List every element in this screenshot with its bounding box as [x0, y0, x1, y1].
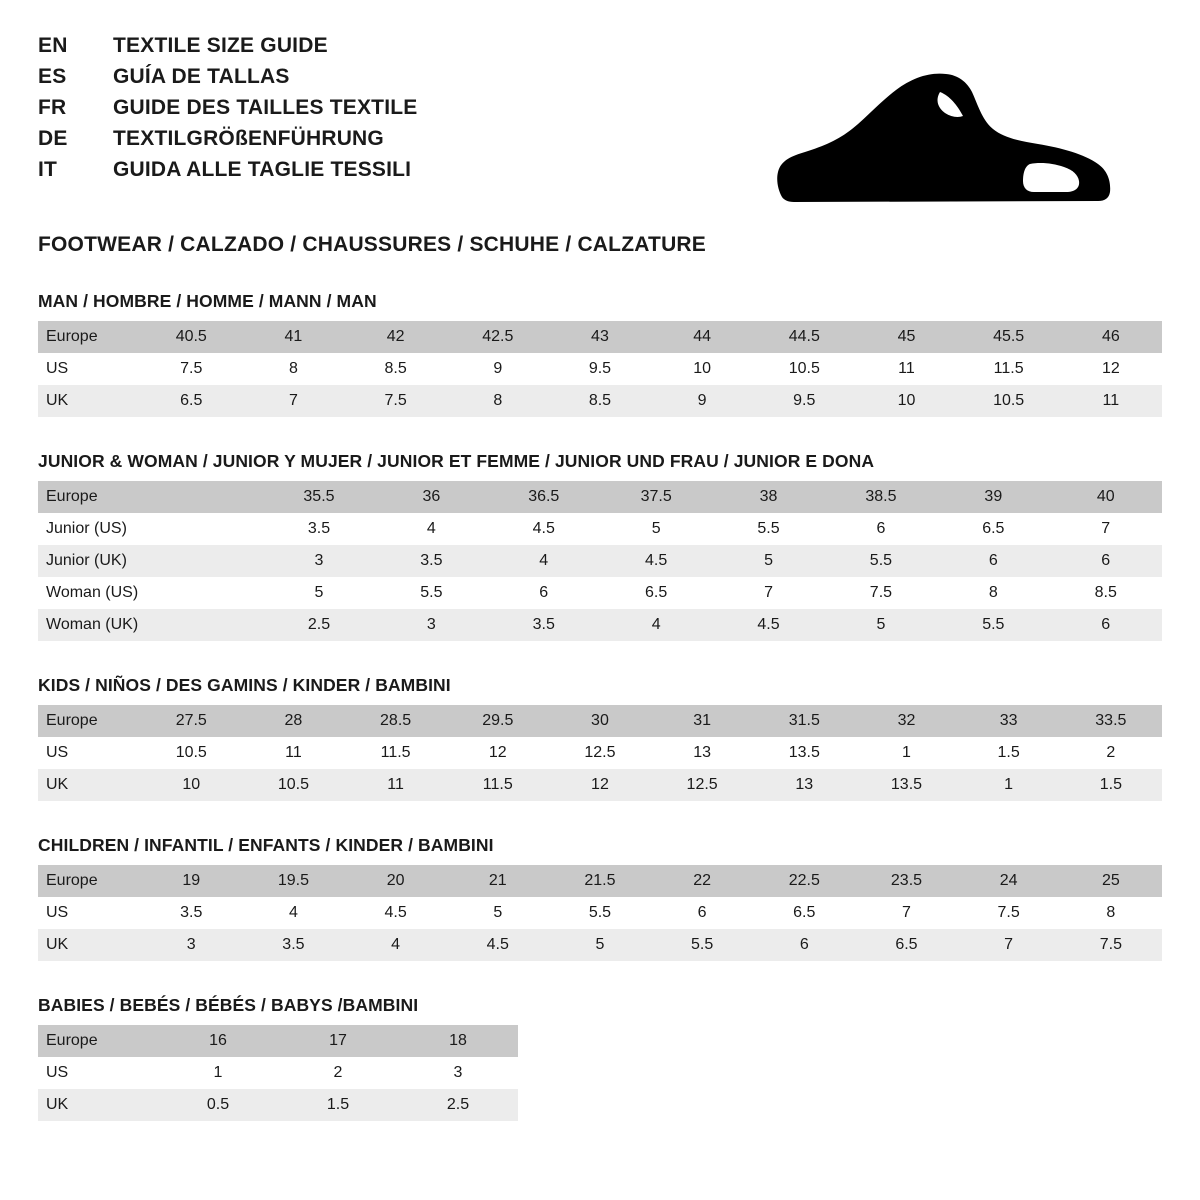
- table-row: [38, 865, 1162, 897]
- section-title: JUNIOR & WOMAN / JUNIOR Y MUJER / JUNIOR ET FEMME / JUNIOR UND FRAU / JUNIOR E DONA: [38, 451, 875, 471]
- table-cell: 8: [447, 385, 549, 417]
- table-cell: 31: [651, 705, 753, 737]
- table-cell: 3.5: [375, 545, 487, 577]
- table-cell: 13.5: [753, 737, 855, 769]
- table-cell: 13.5: [855, 769, 957, 801]
- table-row: [38, 769, 1162, 801]
- language-row: [38, 65, 417, 89]
- table-cell: 8.5: [549, 385, 651, 417]
- dress-shoe-icon: [762, 72, 1122, 207]
- table-cell: 17: [278, 1025, 398, 1057]
- table-cell: 37.5: [600, 481, 712, 513]
- language-code: EN: [38, 34, 68, 57]
- language-code: IT: [38, 158, 58, 181]
- table-cell: [150, 513, 262, 545]
- table-cell: 5.5: [549, 897, 651, 929]
- table-cell: 7: [1050, 513, 1162, 545]
- table-cell: 2: [1060, 737, 1162, 769]
- table-cell: 7: [242, 385, 344, 417]
- table-cell: 6: [1050, 545, 1162, 577]
- table-cell: 3: [263, 545, 375, 577]
- table-cell: 32: [855, 705, 957, 737]
- table-cell: 1.5: [1060, 769, 1162, 801]
- table-cell: 21: [447, 865, 549, 897]
- table-cell: 19: [140, 865, 242, 897]
- table-cell: 5.5: [825, 545, 937, 577]
- table-cell: 31.5: [753, 705, 855, 737]
- table-row: [38, 1089, 518, 1121]
- size-table-man: [38, 321, 1162, 417]
- table-cell: 11.5: [345, 737, 447, 769]
- table-cell: 44: [651, 321, 753, 353]
- table-cell: 12.5: [549, 737, 651, 769]
- language-title: GUIDE DES TAILLES TEXTILE: [113, 96, 418, 119]
- table-cell: 2.5: [398, 1089, 518, 1121]
- table-row: [38, 513, 1162, 545]
- table-cell: 3.5: [263, 513, 375, 545]
- table-cell: 11: [242, 737, 344, 769]
- table-cell: 6.5: [600, 577, 712, 609]
- table-cell: 33.5: [1060, 705, 1162, 737]
- language-row: [38, 96, 417, 120]
- table-cell: 8.5: [345, 353, 447, 385]
- table-cell: 5.5: [712, 513, 824, 545]
- language-title: TEXTILE SIZE GUIDE: [113, 34, 328, 57]
- row-label: Europe: [38, 705, 140, 737]
- language-code: DE: [38, 127, 68, 150]
- row-label: UK: [38, 769, 140, 801]
- language-title: TEXTILGRÖßENFÜHRUNG: [113, 127, 384, 150]
- table-cell: 45: [855, 321, 957, 353]
- table-cell: 11: [345, 769, 447, 801]
- table-row: [38, 1025, 518, 1057]
- row-label: Woman (UK): [38, 609, 150, 641]
- table-cell: 27.5: [140, 705, 242, 737]
- table-cell: 1: [958, 769, 1060, 801]
- table-cell: 5: [263, 577, 375, 609]
- table-cell: 12.5: [651, 769, 753, 801]
- table-cell: 10.5: [242, 769, 344, 801]
- language-title: GUIDA ALLE TAGLIE TESSILI: [113, 158, 412, 181]
- table-cell: 4: [488, 545, 600, 577]
- table-cell: 4: [242, 897, 344, 929]
- table-row: [38, 737, 1162, 769]
- table-cell: 9: [447, 353, 549, 385]
- table-cell: 6: [937, 545, 1049, 577]
- table-cell: [150, 481, 262, 513]
- table-cell: 5: [600, 513, 712, 545]
- table-cell: 44.5: [753, 321, 855, 353]
- table-cell: 9: [651, 385, 753, 417]
- table-cell: 2.5: [263, 609, 375, 641]
- row-label: US: [38, 353, 140, 385]
- table-cell: 19.5: [242, 865, 344, 897]
- table-cell: 22.5: [753, 865, 855, 897]
- row-label: UK: [38, 929, 140, 961]
- table-cell: 8: [937, 577, 1049, 609]
- table-cell: 6.5: [937, 513, 1049, 545]
- table-cell: 5: [712, 545, 824, 577]
- table-row: [38, 577, 1162, 609]
- table-cell: 4.5: [600, 545, 712, 577]
- table-cell: 1: [855, 737, 957, 769]
- size-table-junior-woman: [38, 481, 1162, 641]
- table-cell: 22: [651, 865, 753, 897]
- table-cell: 10.5: [958, 385, 1060, 417]
- table-cell: 20: [345, 865, 447, 897]
- table-cell: 3: [140, 929, 242, 961]
- table-cell: 10.5: [140, 737, 242, 769]
- table-cell: 28.5: [345, 705, 447, 737]
- table-row: [38, 609, 1162, 641]
- table-cell: 4.5: [488, 513, 600, 545]
- table-cell: 10.5: [753, 353, 855, 385]
- table-row: [38, 385, 1162, 417]
- language-title-list: [38, 34, 417, 189]
- table-row: [38, 353, 1162, 385]
- table-cell: 3.5: [140, 897, 242, 929]
- row-label: US: [38, 897, 140, 929]
- row-label: Junior (US): [38, 513, 150, 545]
- row-label: Europe: [38, 865, 140, 897]
- table-cell: 11.5: [447, 769, 549, 801]
- table-cell: 24: [958, 865, 1060, 897]
- language-row: [38, 127, 417, 151]
- table-cell: 12: [447, 737, 549, 769]
- table-cell: 25: [1060, 865, 1162, 897]
- table-cell: 5: [447, 897, 549, 929]
- language-code: FR: [38, 96, 67, 119]
- table-cell: 16: [158, 1025, 278, 1057]
- table-row: [38, 545, 1162, 577]
- table-cell: 46: [1060, 321, 1162, 353]
- table-cell: [150, 577, 262, 609]
- table-cell: 11: [855, 353, 957, 385]
- table-cell: 8: [1060, 897, 1162, 929]
- row-label: Europe: [38, 481, 150, 513]
- table-cell: 4.5: [712, 609, 824, 641]
- row-label: UK: [38, 1089, 158, 1121]
- row-label: UK: [38, 385, 140, 417]
- section-title: MAN / HOMBRE / HOMME / MANN / MAN: [38, 291, 377, 311]
- table-row: [38, 481, 1162, 513]
- page-header: [38, 34, 1162, 207]
- section-babies: [38, 995, 1162, 1121]
- section-man: [38, 291, 1162, 417]
- table-cell: 8.5: [1050, 577, 1162, 609]
- table-cell: 10: [140, 769, 242, 801]
- section-title: KIDS / NIÑOS / DES GAMINS / KINDER / BAMBINI: [38, 675, 451, 695]
- table-cell: 5: [825, 609, 937, 641]
- table-cell: 7: [958, 929, 1060, 961]
- table-cell: 7.5: [1060, 929, 1162, 961]
- category-title: FOOTWEAR / CALZADO / CHAUSSURES / SCHUHE / CALZATURE: [38, 233, 707, 256]
- table-cell: 3: [398, 1057, 518, 1089]
- language-row: [38, 34, 417, 58]
- row-label: US: [38, 1057, 158, 1089]
- table-cell: 1.5: [958, 737, 1060, 769]
- table-cell: 6: [488, 577, 600, 609]
- table-cell: 4.5: [447, 929, 549, 961]
- table-row: [38, 321, 1162, 353]
- language-row: [38, 158, 417, 182]
- table-cell: 6: [1050, 609, 1162, 641]
- table-cell: 43: [549, 321, 651, 353]
- table-row: [38, 705, 1162, 737]
- table-cell: 40: [1050, 481, 1162, 513]
- table-cell: 41: [242, 321, 344, 353]
- table-cell: 8: [242, 353, 344, 385]
- table-cell: 1: [158, 1057, 278, 1089]
- table-cell: 30: [549, 705, 651, 737]
- table-cell: 13: [651, 737, 753, 769]
- table-cell: 7.5: [345, 385, 447, 417]
- table-cell: 38: [712, 481, 824, 513]
- row-label: US: [38, 737, 140, 769]
- table-cell: 12: [549, 769, 651, 801]
- table-cell: 6.5: [140, 385, 242, 417]
- table-cell: 5.5: [651, 929, 753, 961]
- table-cell: 11.5: [958, 353, 1060, 385]
- table-cell: 38.5: [825, 481, 937, 513]
- table-cell: 21.5: [549, 865, 651, 897]
- table-cell: 36.5: [488, 481, 600, 513]
- table-cell: 45.5: [958, 321, 1060, 353]
- table-cell: 9.5: [753, 385, 855, 417]
- table-cell: 23.5: [855, 865, 957, 897]
- row-label: Woman (US): [38, 577, 150, 609]
- table-row: [38, 929, 1162, 961]
- size-table-kids: [38, 705, 1162, 801]
- table-cell: 5.5: [937, 609, 1049, 641]
- table-cell: 42.5: [447, 321, 549, 353]
- row-label: Junior (UK): [38, 545, 150, 577]
- table-cell: 7: [712, 577, 824, 609]
- table-cell: 4: [600, 609, 712, 641]
- table-cell: 2: [278, 1057, 398, 1089]
- table-cell: 1.5: [278, 1089, 398, 1121]
- table-cell: 6: [825, 513, 937, 545]
- table-cell: 0.5: [158, 1089, 278, 1121]
- table-cell: 6.5: [855, 929, 957, 961]
- table-cell: [150, 545, 262, 577]
- table-cell: 6.5: [753, 897, 855, 929]
- table-cell: 39: [937, 481, 1049, 513]
- row-label: Europe: [38, 321, 140, 353]
- table-cell: 7.5: [140, 353, 242, 385]
- table-cell: 42: [345, 321, 447, 353]
- table-cell: 3.5: [488, 609, 600, 641]
- table-cell: 7: [855, 897, 957, 929]
- size-table-babies: [38, 1025, 518, 1121]
- table-row: [38, 1057, 518, 1089]
- section-title: BABIES / BEBÉS / BÉBÉS / BABYS /BAMBINI: [38, 995, 419, 1015]
- table-cell: 9.5: [549, 353, 651, 385]
- row-label: Europe: [38, 1025, 158, 1057]
- table-cell: 28: [242, 705, 344, 737]
- table-cell: 36: [375, 481, 487, 513]
- table-cell: 10: [651, 353, 753, 385]
- table-cell: 4: [375, 513, 487, 545]
- table-cell: 18: [398, 1025, 518, 1057]
- language-title: GUÍA DE TALLAS: [113, 65, 290, 88]
- table-row: [38, 897, 1162, 929]
- table-cell: 7.5: [958, 897, 1060, 929]
- table-cell: 5: [549, 929, 651, 961]
- section-children: [38, 835, 1162, 961]
- table-cell: 40.5: [140, 321, 242, 353]
- table-cell: 33: [958, 705, 1060, 737]
- table-cell: [150, 609, 262, 641]
- section-title: CHILDREN / INFANTIL / ENFANTS / KINDER / BAMBINI: [38, 835, 494, 855]
- section-junior-woman: [38, 451, 1162, 641]
- table-cell: 3: [375, 609, 487, 641]
- table-cell: 10: [855, 385, 957, 417]
- table-cell: 6: [753, 929, 855, 961]
- table-cell: 4.5: [345, 897, 447, 929]
- section-kids: [38, 675, 1162, 801]
- table-cell: 4: [345, 929, 447, 961]
- table-cell: 3.5: [242, 929, 344, 961]
- table-cell: 6: [651, 897, 753, 929]
- size-table-children: [38, 865, 1162, 961]
- table-cell: 11: [1060, 385, 1162, 417]
- table-cell: 12: [1060, 353, 1162, 385]
- language-code: ES: [38, 65, 67, 88]
- table-cell: 7.5: [825, 577, 937, 609]
- table-cell: 29.5: [447, 705, 549, 737]
- table-cell: 35.5: [263, 481, 375, 513]
- table-cell: 5.5: [375, 577, 487, 609]
- table-cell: 13: [753, 769, 855, 801]
